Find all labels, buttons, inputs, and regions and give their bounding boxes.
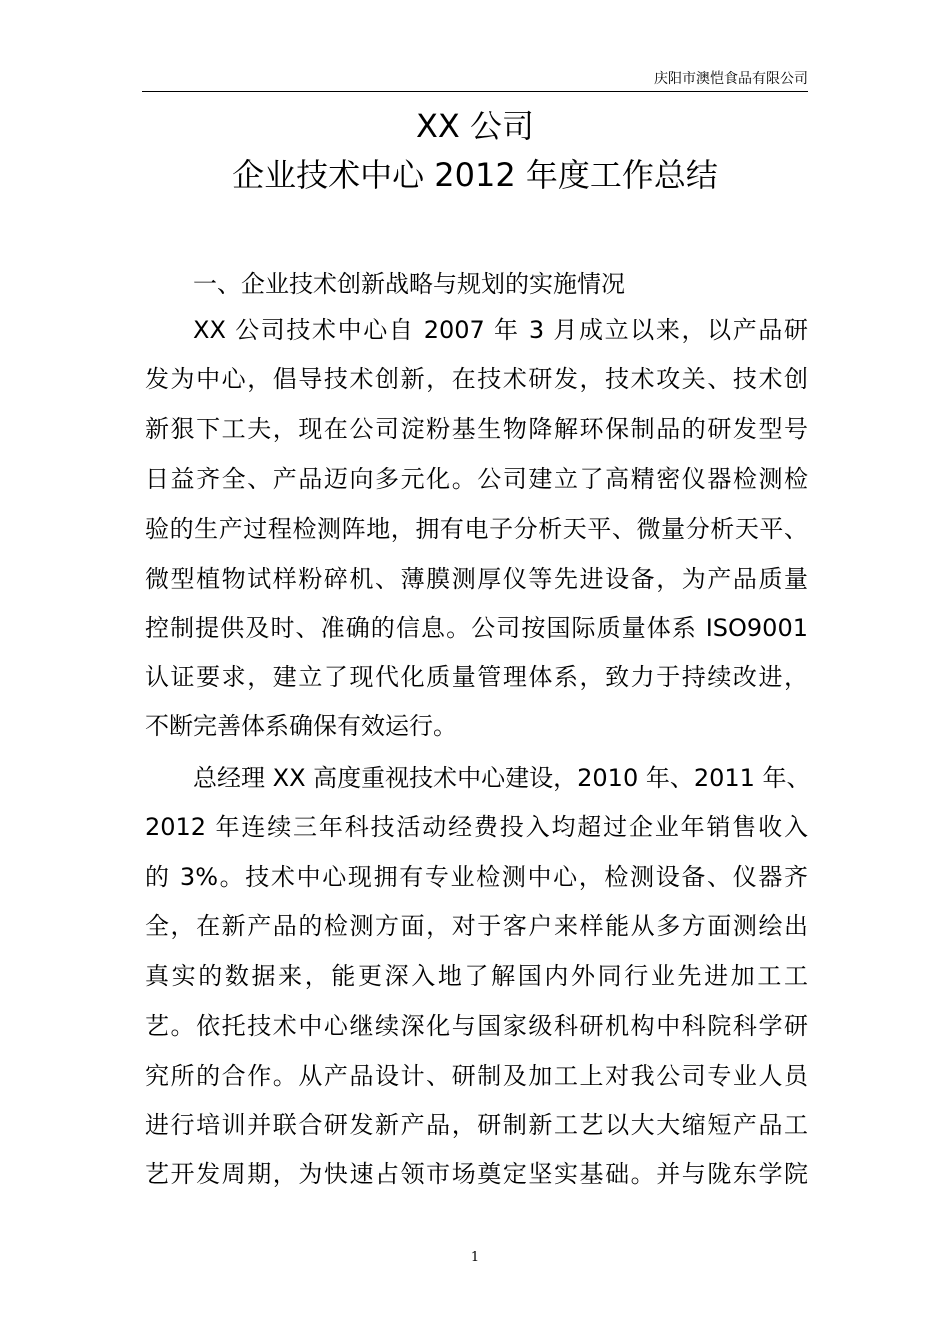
paragraph-line: 的 3%。技术中心现拥有专业检测中心，检测设备、仪器齐 <box>145 863 808 891</box>
paragraph-line: 全，在新产品的检测方面，对于客户来样能从多方面测绘出 <box>145 912 808 940</box>
paragraph-line: 验的生产过程检测阵地，拥有电子分析天平、微量分析天平、 <box>145 515 808 543</box>
paragraph-line: 发为中心，倡导技术创新，在技术研发，技术攻关、技术创 <box>145 365 808 393</box>
page-number: 1 <box>470 1250 480 1265</box>
paragraph-line: 微型植物试样粉碎机、薄膜测厚仪等先进设备，为产品质量 <box>145 565 808 593</box>
paragraph-line: 艺开发周期，为快速占领市场奠定坚实基础。并与陇东学院 <box>145 1160 808 1188</box>
paragraph-line: 认证要求，建立了现代化质量管理体系，致力于持续改进， <box>145 663 808 691</box>
paragraph-line: 真实的数据来，能更深入地了解国内外同行业先进加工工 <box>145 962 808 990</box>
title-line-2: 企业技术中心 2012 年度工作总结 <box>232 156 718 194</box>
paragraph-line: 进行培训并联合研发新产品，研制新工艺以大大缩短产品工 <box>145 1111 808 1139</box>
paragraph-line: 艺。依托技术中心继续深化与国家级科研机构中科院科学研 <box>145 1012 808 1040</box>
header-divider <box>142 91 808 92</box>
paragraph-line: 控制提供及时、准确的信息。公司按国际质量体系 ISO9001 <box>145 614 808 642</box>
paragraph-line: 新狠下工夫，现在公司淀粉基生物降解环保制品的研发型号 <box>145 415 808 443</box>
paragraph-line: XX 公司技术中心自 2007 年 3 月成立以来，以产品研 <box>193 316 808 344</box>
paragraph-line: 总经理 XX 高度重视技术中心建设，2010 年、2011 年、 <box>193 764 811 792</box>
paragraph-line: 不断完善体系确保有效运行。 <box>145 712 457 740</box>
paragraph-line: 2012 年连续三年科技活动经费投入均超过企业年销售收入 <box>145 813 808 841</box>
paragraph-line: 究所的合作。从产品设计、研制及加工上对我公司专业人员 <box>145 1062 808 1090</box>
paragraph-line: 日益齐全、产品迈向多元化。公司建立了高精密仪器检测检 <box>145 465 808 493</box>
header-company-name: 庆阳市澳恺食品有限公司 <box>654 71 808 87</box>
section-heading: 一、企业技术创新战略与规划的实施情况 <box>193 270 625 298</box>
title-line-1: XX 公司 <box>415 107 535 145</box>
